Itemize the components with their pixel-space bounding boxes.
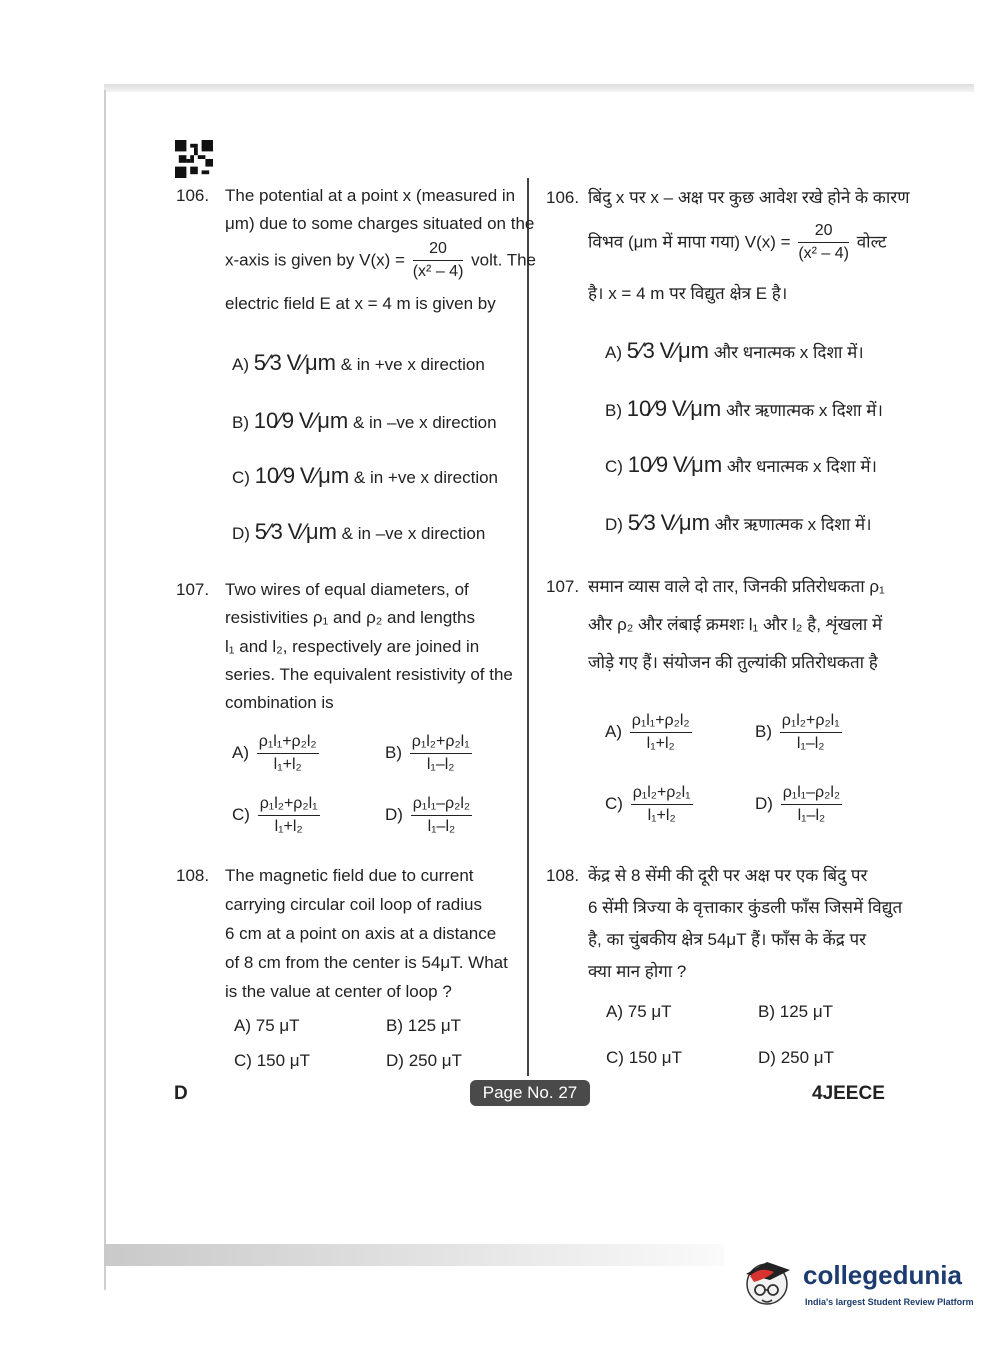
- q106-en-line-2: μm) due to some charges situated on the: [225, 214, 535, 233]
- q106-hi-option-a[interactable]: [605, 338, 864, 364]
- scan-shadow-left: [104, 90, 106, 1290]
- option-text: & in +ve x direction: [340, 355, 485, 374]
- option-label: B): [385, 742, 402, 762]
- q106-en-potential-fraction: [413, 240, 464, 282]
- q107-en-number: 107.: [176, 580, 210, 599]
- q107-hi-option-d[interactable]: [755, 784, 845, 825]
- fraction-denominator: l₁–l₂: [426, 756, 455, 773]
- option-fraction: [780, 712, 842, 753]
- fraction-denominator: l₁–l₂: [427, 818, 456, 835]
- option-unit: V⁄μm: [659, 338, 709, 363]
- logo-wordmark: collegedunia: [803, 1260, 962, 1290]
- q107-en-option-d[interactable]: [385, 795, 475, 836]
- q106-hi-line-2b: वोल्ट: [856, 232, 887, 252]
- fraction-denominator: l₁+l₂: [274, 818, 303, 835]
- option-label: A): [605, 343, 622, 362]
- q107-en-option-b[interactable]: [385, 733, 475, 774]
- option-label: C): [234, 1051, 252, 1070]
- fraction-numerator: ρ₁l₂+ρ₂l₁: [631, 784, 693, 805]
- option-text: और ऋणात्मक x दिशा में।: [725, 401, 883, 420]
- fraction-numerator: ρ₁l₁+ρ₂l₂: [257, 733, 319, 754]
- option-text: 250 μT: [780, 1048, 834, 1067]
- option-text: & in –ve x direction: [341, 524, 486, 543]
- q108-hi-option-d[interactable]: [758, 1048, 834, 1068]
- fraction-numerator: ρ₁l₂+ρ₂l₁: [410, 733, 472, 754]
- q106-hi-option-b[interactable]: [605, 396, 883, 422]
- option-text: 75 μT: [627, 1002, 672, 1021]
- option-unit: V⁄μm: [671, 396, 722, 421]
- q106-en-option-a[interactable]: [232, 350, 485, 376]
- q108-hi-option-c[interactable]: [606, 1048, 682, 1068]
- scan-shadow-bottom: [104, 1244, 724, 1266]
- option-label: C): [605, 793, 623, 813]
- option-label: C): [606, 1048, 624, 1067]
- option-text: और धनात्मक x दिशा में।: [713, 343, 864, 362]
- option-magnitude: 10⁄9: [627, 452, 669, 477]
- option-fraction: [257, 733, 319, 774]
- q108-en-line-4: of 8 cm from the center is 54μT. What: [225, 953, 508, 972]
- fraction-denominator: l₁+l₂: [647, 807, 676, 824]
- option-fraction: [631, 784, 693, 825]
- q107-hi-option-b[interactable]: [755, 712, 845, 753]
- option-text: & in –ve x direction: [352, 413, 497, 432]
- q108-en-line-5: is the value at center of loop ?: [225, 982, 452, 1001]
- q107-hi-number: 107.: [546, 577, 580, 596]
- option-label: A): [605, 721, 622, 741]
- fraction-numerator: ρ₁l₁–ρ₂l₂: [411, 795, 472, 816]
- option-text: और ऋणात्मक x दिशा में।: [714, 515, 872, 534]
- question-set-letter: D: [174, 1083, 188, 1104]
- option-label: D): [758, 1048, 776, 1067]
- option-label: A): [232, 742, 249, 762]
- option-text: 125 μT: [779, 1002, 834, 1021]
- q108-hi-line-2: 6 सेंमी त्रिज्या के वृत्ताकार कुंडली फाँस जिसमें विद्युत: [588, 898, 903, 917]
- option-magnitude: 5⁄3: [626, 338, 655, 363]
- q107-en-line-5: combination is: [225, 693, 334, 712]
- q108-hi-option-a[interactable]: [606, 1002, 672, 1022]
- fraction-denominator: l₁+l₂: [646, 735, 675, 752]
- option-label: B): [232, 413, 249, 432]
- q106-hi-number: 106.: [546, 188, 580, 207]
- paper-code: 4JEECE: [812, 1083, 885, 1104]
- q106-en-line-3b: volt. The: [471, 250, 537, 270]
- option-label: D): [386, 1051, 404, 1070]
- option-unit: V⁄μm: [287, 519, 337, 544]
- q108-en-line-1: The magnetic field due to current: [225, 866, 474, 885]
- option-text: 75 μT: [255, 1016, 300, 1035]
- q107-en-option-c[interactable]: [232, 795, 323, 836]
- logo-tagline: India's largest Student Review Platform: [805, 1297, 974, 1307]
- q107-en-line-2: resistivities ρ₁ and ρ₂ and lengths: [225, 608, 475, 627]
- q108-hi-option-b[interactable]: [758, 1002, 833, 1022]
- q108-hi-line-3: है, का चुंबकीय क्षेत्र 54μT हैं। फाँस के केंद्र पर: [588, 930, 867, 949]
- option-text: 150 μT: [628, 1048, 682, 1067]
- option-label: B): [605, 401, 622, 420]
- option-magnitude: 10⁄9: [254, 463, 296, 488]
- option-text: 150 μT: [256, 1051, 310, 1070]
- scan-shadow-top: [104, 84, 974, 92]
- fraction-numerator: 20: [413, 240, 464, 261]
- option-magnitude: 10⁄9: [626, 396, 668, 421]
- option-fraction: [258, 795, 320, 836]
- q108-en-option-d[interactable]: [386, 1051, 462, 1071]
- q108-hi-line-1: केंद्र से 8 सेंमी की दूरी पर अक्ष पर एक बिंदु पर: [588, 866, 868, 885]
- q107-hi-option-a[interactable]: [605, 712, 695, 753]
- option-fraction: [781, 784, 842, 825]
- option-label: A): [606, 1002, 623, 1021]
- q106-hi-line-2a: विभव (μm में मापा गया) V(x) =: [588, 232, 791, 252]
- option-magnitude: 10⁄9: [253, 408, 295, 433]
- option-label: C): [232, 468, 250, 487]
- page-number-badge: Page No. 27: [470, 1080, 590, 1106]
- q107-hi-line-3: जोड़े गए हैं। संयोजन की तुल्यांकी प्रतिरोधकता है: [588, 653, 878, 672]
- qr-code-icon: [174, 140, 214, 178]
- q107-en-line-4: series. The equivalent resistivity of the: [225, 665, 513, 684]
- option-label: C): [232, 804, 250, 824]
- q107-hi-line-2: और ρ₂ और लंबाई क्रमशः l₁ और l₂ है, शृंखला में: [588, 615, 883, 634]
- q107-hi-line-1: समान व्यास वाले दो तार, जिनकी प्रतिरोधकता ρ₁: [588, 577, 885, 596]
- option-magnitude: 5⁄3: [627, 510, 656, 535]
- q106-en-option-c[interactable]: [232, 463, 498, 489]
- option-fraction: [410, 733, 472, 774]
- column-divider: [527, 178, 529, 1076]
- option-label: A): [232, 355, 249, 374]
- option-unit: V⁄μm: [286, 350, 336, 375]
- q106-hi-line-2: [588, 222, 887, 264]
- option-label: D): [605, 515, 623, 534]
- q108-hi-line-4: क्या मान होगा ?: [588, 962, 687, 981]
- q108-en-line-2: carrying circular coil loop of radius: [225, 895, 482, 914]
- fraction-denominator: (x² – 4): [798, 245, 849, 263]
- option-unit: V⁄μm: [298, 408, 349, 433]
- q106-hi-line-1: बिंदु x पर x – अक्ष पर कुछ आवेश रखे होने के कारण: [588, 188, 910, 207]
- option-label: D): [755, 793, 773, 813]
- q106-en-number: 106.: [176, 186, 210, 205]
- fraction-numerator: ρ₁l₁+ρ₂l₂: [630, 712, 692, 733]
- q106-hi-line-3: है। x = 4 m पर विद्युत क्षेत्र E है।: [588, 284, 788, 303]
- q107-en-line-1: Two wires of equal diameters, of: [225, 580, 469, 599]
- option-fraction: [411, 795, 472, 836]
- fraction-numerator: 20: [798, 222, 849, 243]
- fraction-numerator: ρ₁l₂+ρ₂l₁: [258, 795, 320, 816]
- q106-en-option-b[interactable]: [232, 408, 497, 434]
- fraction-denominator: l₁+l₂: [273, 756, 302, 773]
- q107-hi-option-c[interactable]: [605, 784, 696, 825]
- q108-en-line-3: 6 cm at a point on axis at a distance: [225, 924, 497, 943]
- option-label: A): [234, 1016, 251, 1035]
- option-label: B): [758, 1002, 775, 1021]
- q106-en-option-d[interactable]: [232, 519, 485, 545]
- q106-hi-potential-fraction: [798, 222, 849, 264]
- q106-en-line-3a: x-axis is given by V(x) =: [225, 250, 405, 270]
- q108-en-option-b[interactable]: [386, 1016, 461, 1036]
- option-text: 125 μT: [407, 1016, 462, 1035]
- option-label: D): [385, 804, 403, 824]
- option-unit: V⁄μm: [672, 452, 723, 477]
- option-label: B): [755, 721, 772, 741]
- option-unit: V⁄μm: [660, 510, 710, 535]
- q108-en-number: 108.: [176, 866, 210, 885]
- fraction-denominator: l₁–l₂: [796, 735, 825, 752]
- option-label: D): [232, 524, 250, 543]
- option-text: 250 μT: [408, 1051, 462, 1070]
- q107-en-option-a[interactable]: [232, 733, 322, 774]
- q108-en-option-c[interactable]: [234, 1051, 310, 1071]
- option-label: C): [605, 457, 623, 476]
- q106-en-line-4: electric field E at x = 4 m is given by: [225, 294, 496, 313]
- fraction-denominator: l₁–l₂: [797, 807, 826, 824]
- q106-en-line-1: The potential at a point x (measured in: [225, 186, 516, 205]
- q106-hi-option-d[interactable]: [605, 510, 872, 536]
- q106-en-line-3: [225, 240, 536, 282]
- option-text: & in +ve x direction: [353, 468, 499, 487]
- option-magnitude: 5⁄3: [253, 350, 282, 375]
- option-text: और धनात्मक x दिशा में।: [726, 457, 877, 476]
- fraction-numerator: ρ₁l₂+ρ₂l₁: [780, 712, 842, 733]
- q107-en-line-3: l₁ and l₂, respectively are joined in: [225, 637, 480, 656]
- fraction-denominator: (x² – 4): [412, 263, 464, 281]
- option-magnitude: 5⁄3: [254, 519, 283, 544]
- q108-en-option-a[interactable]: [234, 1016, 300, 1036]
- option-unit: V⁄μm: [299, 463, 350, 488]
- q108-hi-number: 108.: [546, 866, 580, 885]
- fraction-numerator: ρ₁l₁–ρ₂l₂: [781, 784, 842, 805]
- option-label: B): [386, 1016, 403, 1035]
- q106-hi-option-c[interactable]: [605, 452, 877, 478]
- option-fraction: [630, 712, 692, 753]
